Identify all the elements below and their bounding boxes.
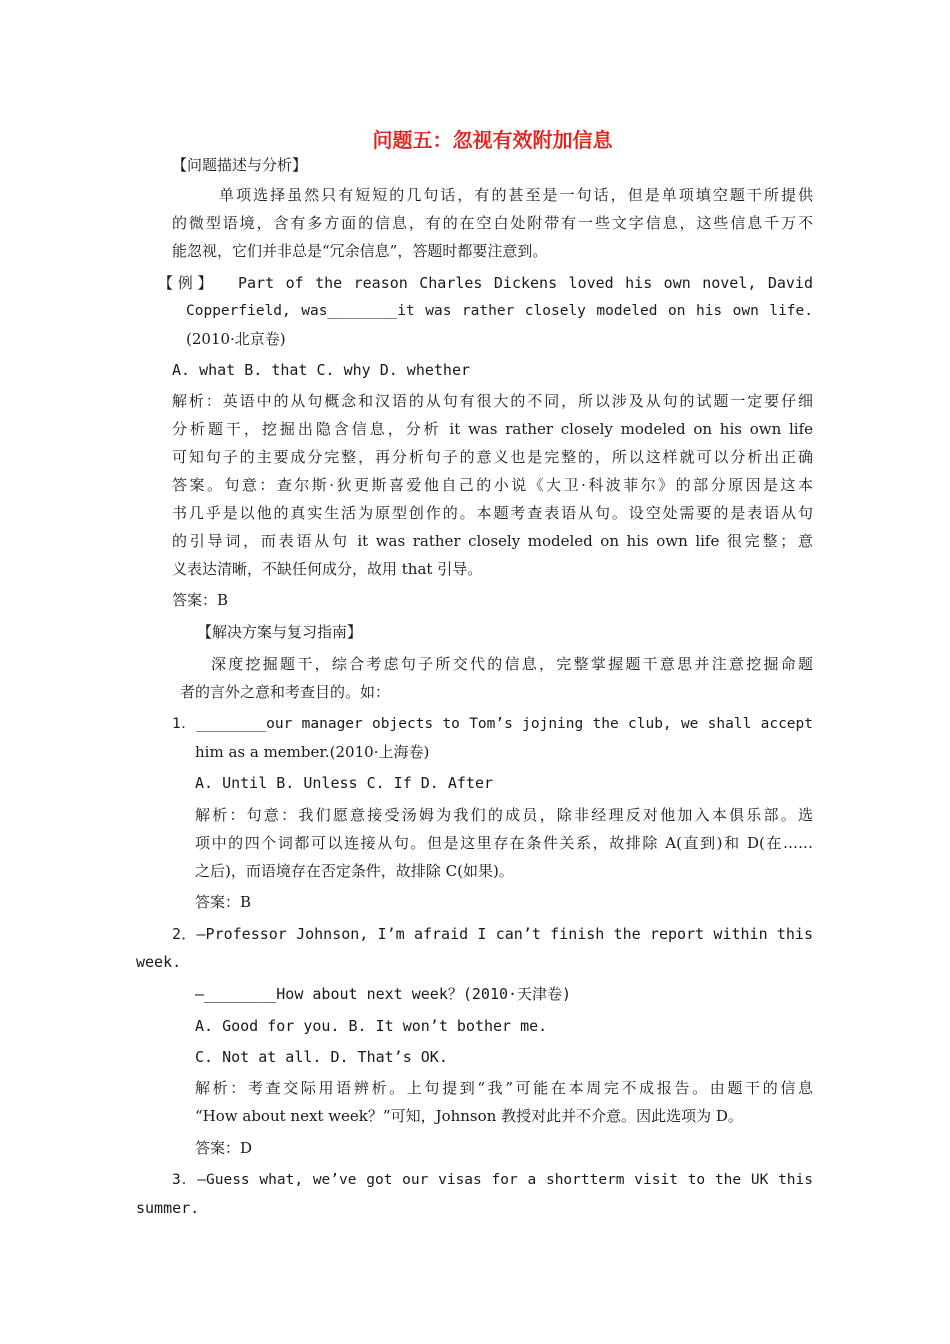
q1-stem-line-1: 1．________our manager objects to Tom’s jojning the club, we shall accept bbox=[172, 716, 813, 732]
q2-options-line-2: C. Not at all. D. That’s OK. bbox=[195, 1048, 448, 1066]
intro-line-3: 能忽视，它们并非总是“冗余信息”，答题时都要注意到。 bbox=[172, 242, 548, 260]
example-stem-line-1: Part of the reason Charles Dickens loved his own novel, David bbox=[238, 274, 813, 292]
section-heading-analysis: 【问题描述与分析】 bbox=[172, 156, 308, 174]
example-answer: 答案：B bbox=[172, 591, 229, 609]
example-source: (2010·北京卷) bbox=[186, 330, 286, 348]
solution-line-1: 深度挖掘题干，综合考虑句子所交代的信息，完整掌握题干意思并注意挖掘命题 bbox=[211, 655, 813, 673]
q2-analysis-line-1: 解析：考查交际用语辨析。上句提到“我”可能在本周完不成报告。由题干的信息 bbox=[195, 1079, 813, 1097]
example-analysis-line-1: 解析：英语中的从句概念和汉语的从句有很大的不同，所以涉及从句的试题一定要仔细 bbox=[172, 392, 813, 410]
example-label: 【 例 】 bbox=[158, 274, 213, 292]
q2-analysis-line-2: “How about next week？”可知，Johnson 教授对此并不介意。因此选项为 D。 bbox=[195, 1107, 743, 1125]
q2-stem-line-1: 2．—Professor Johnson, I’m afraid I can’t finish the report within this bbox=[172, 925, 813, 943]
q2-answer: 答案：D bbox=[195, 1139, 253, 1157]
q2-options-line-1: A. Good for you. B. It won’t bother me. bbox=[195, 1017, 548, 1035]
q1-answer: 答案：B bbox=[195, 893, 252, 911]
intro-line-2: 的微型语境，含有多方面的信息，有的在空白处附带有一些文字信息，这些信息千万不 bbox=[172, 214, 813, 232]
example-analysis-line-6: 的引导词，而表语从句 it was rather closely modeled on his own life 很完整；意 bbox=[172, 532, 813, 550]
solution-line-2: 者的言外之意和考查目的。如： bbox=[180, 683, 391, 701]
q3-stem-line-2: summer. bbox=[136, 1199, 200, 1217]
example-analysis-line-3: 可知句子的主要成分完整，再分析句子的意义也是完整的，所以这样就可以分析出正确 bbox=[172, 448, 813, 466]
q1-analysis-line-1: 解析：句意：我们愿意接受汤姆为我们的成员，除非经理反对他加入本俱乐部。选 bbox=[195, 806, 813, 824]
page-title: 问题五：忽视有效附加信息 bbox=[372, 128, 613, 152]
q2-stem-line-2: week. bbox=[136, 953, 182, 971]
example-analysis-line-4: 答案。句意：查尔斯·狄更斯喜爱他自己的小说《大卫·科波菲尔》的部分原因是这本 bbox=[172, 476, 813, 494]
example-options: A. what B. that C. why D. whether bbox=[172, 361, 471, 379]
example-analysis-line-2: 分析题干，挖掘出隐含信息，分析 it was rather closely modeled on his own life bbox=[172, 420, 813, 438]
intro-line-1: 单项选择虽然只有短短的几句话，有的甚至是一句话，但是单项填空题干所提供 bbox=[219, 186, 813, 204]
q3-stem-line-1: 3．—Guess what, we’ve got our visas for a shortterm visit to the UK this bbox=[172, 1172, 813, 1188]
q1-stem-line-2: him as a member.(2010·上海卷) bbox=[195, 743, 430, 761]
q2-reply: —________How about next week？(2010·天津卷) bbox=[195, 985, 572, 1003]
q1-options: A. Until B. Unless C. If D. After bbox=[195, 774, 494, 792]
section-heading-solution: 【解决方案与复习指南】 bbox=[197, 623, 363, 641]
example-analysis-line-5: 书几乎是以他的真实生活为原型创作的。本题考查表语从句。设空处需要的是表语从句 bbox=[172, 504, 813, 522]
q1-analysis-line-2: 项中的四个词都可以连接从句。但是这里存在条件关系，故排除 A(直到)和 D(在…… bbox=[195, 834, 813, 852]
q1-analysis-line-3: 之后)，而语境存在否定条件，故排除 C(如果)。 bbox=[195, 862, 514, 880]
example-stem-line-2: Copperfield, was________it was rather closely modeled on his own life. bbox=[186, 303, 813, 319]
example-analysis-line-7: 义表达清晰，不缺任何成分，故用 that 引导。 bbox=[172, 560, 483, 578]
